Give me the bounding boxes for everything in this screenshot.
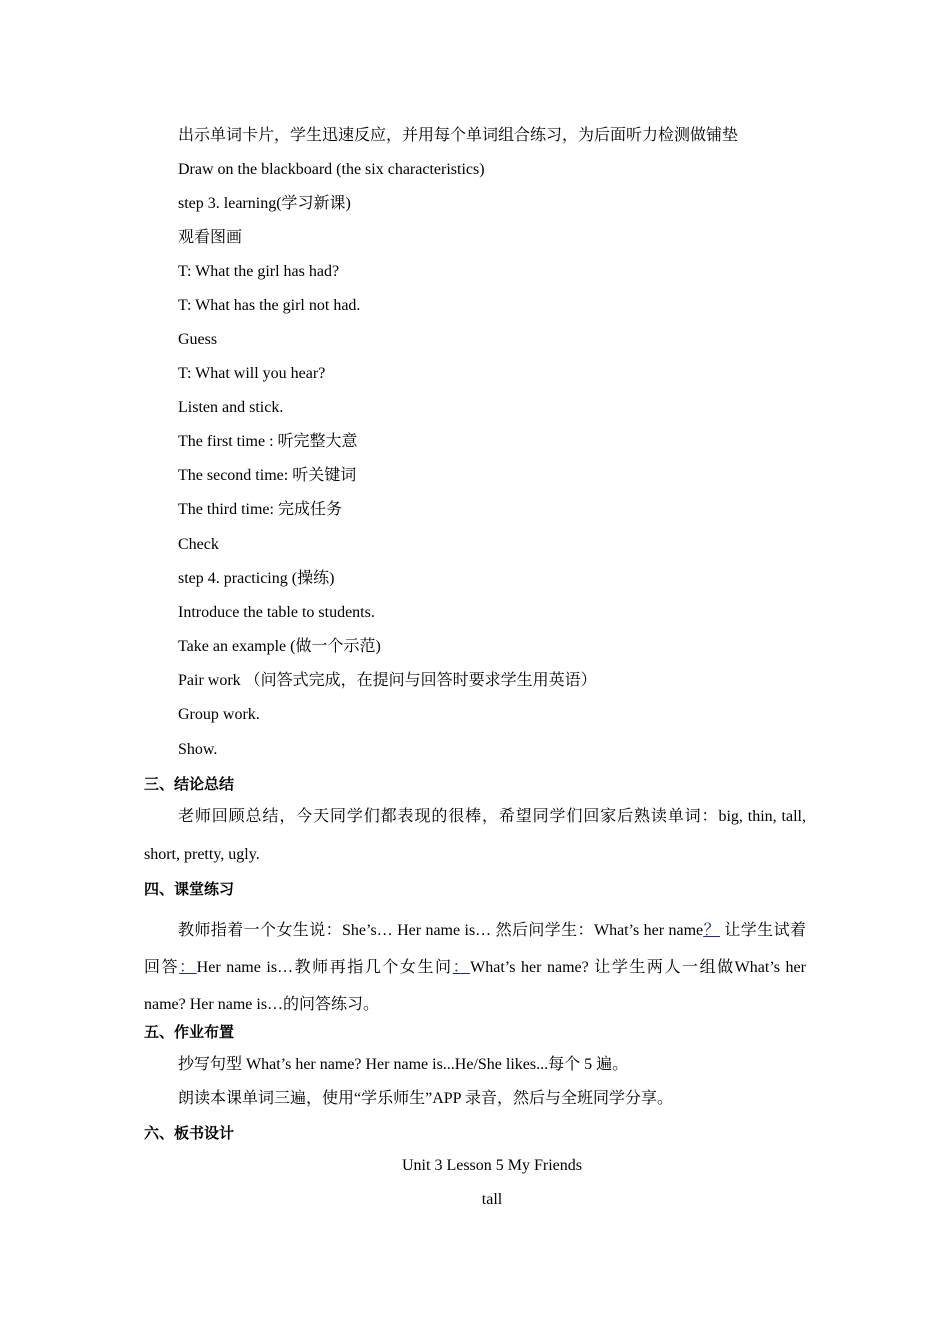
practice-text: Her name is…教师再指几个女生问 bbox=[196, 959, 453, 976]
text-line: Draw on the blackboard (the six characteristics) bbox=[178, 161, 485, 178]
practice-text: 教师指着一个女生说：She’s… Her name is… 然后问学生：What’s her name bbox=[178, 922, 704, 939]
section-heading-practice: 四、课堂练习 bbox=[144, 880, 235, 898]
text-line: The third time: 完成任务 bbox=[178, 501, 342, 518]
board-word: tall bbox=[481, 1191, 503, 1208]
conclusion-line-1: 老师回顾总结，今天同学们都表现的很棒，希望同学们回家后熟读单词：big, thin, tall, bbox=[178, 808, 806, 825]
practice-text: What’s her name? 让学生两人一组做What’s her name? Her name is…的问答练习。 bbox=[144, 959, 806, 1013]
text-line: step 4. practicing (操练) bbox=[178, 570, 335, 587]
board-title: Unit 3 Lesson 5 My Friends bbox=[402, 1157, 582, 1174]
text-line: Group work. bbox=[178, 706, 260, 723]
practice-paragraph bbox=[144, 912, 806, 1023]
colon-mark: ： bbox=[179, 959, 197, 976]
homework-line-2: 朗读本课单词三遍，使用“学乐师生”APP 录音，然后与全班同学分享。 bbox=[178, 1090, 673, 1107]
text-line: step 3. learning(学习新课) bbox=[178, 195, 351, 212]
text-line: The first time : 听完整大意 bbox=[178, 433, 358, 450]
practice-text: 让学生试着回答 bbox=[144, 922, 806, 976]
text-line: Listen and stick. bbox=[178, 399, 284, 416]
text-line: The second time: 听关键词 bbox=[178, 467, 357, 484]
section-heading-homework: 五、作业布置 bbox=[144, 1023, 235, 1041]
text-line: Take an example (做一个示范) bbox=[178, 638, 381, 655]
text-line: Guess bbox=[178, 331, 218, 348]
text-line: T: What will you hear? bbox=[178, 365, 326, 382]
conclusion-line-2: short, pretty, ugly. bbox=[144, 846, 260, 863]
question-mark: ？ bbox=[703, 922, 720, 939]
text-line: Introduce the table to students. bbox=[178, 604, 375, 621]
colon-mark: ： bbox=[452, 959, 471, 976]
section-heading-conclusion: 三、结论总结 bbox=[144, 775, 235, 793]
text-line: 观看图画 bbox=[178, 229, 243, 246]
text-line: 出示单词卡片，学生迅速反应，并用每个单词组合练习，为后面听力检测做铺垫 bbox=[178, 127, 739, 144]
homework-line-1: 抄写句型 What’s her name? Her name is...He/She likes...每个 5 遍。 bbox=[178, 1056, 629, 1073]
text-line: Check bbox=[178, 536, 219, 553]
section-heading-board: 六、板书设计 bbox=[144, 1124, 235, 1142]
text-line: T: What the girl has had? bbox=[178, 263, 340, 280]
text-line: Show. bbox=[178, 741, 218, 758]
text-line: T: What has the girl not had. bbox=[178, 297, 361, 314]
text-line: Pair work （问答式完成，在提问与回答时要求学生用英语） bbox=[178, 672, 597, 689]
